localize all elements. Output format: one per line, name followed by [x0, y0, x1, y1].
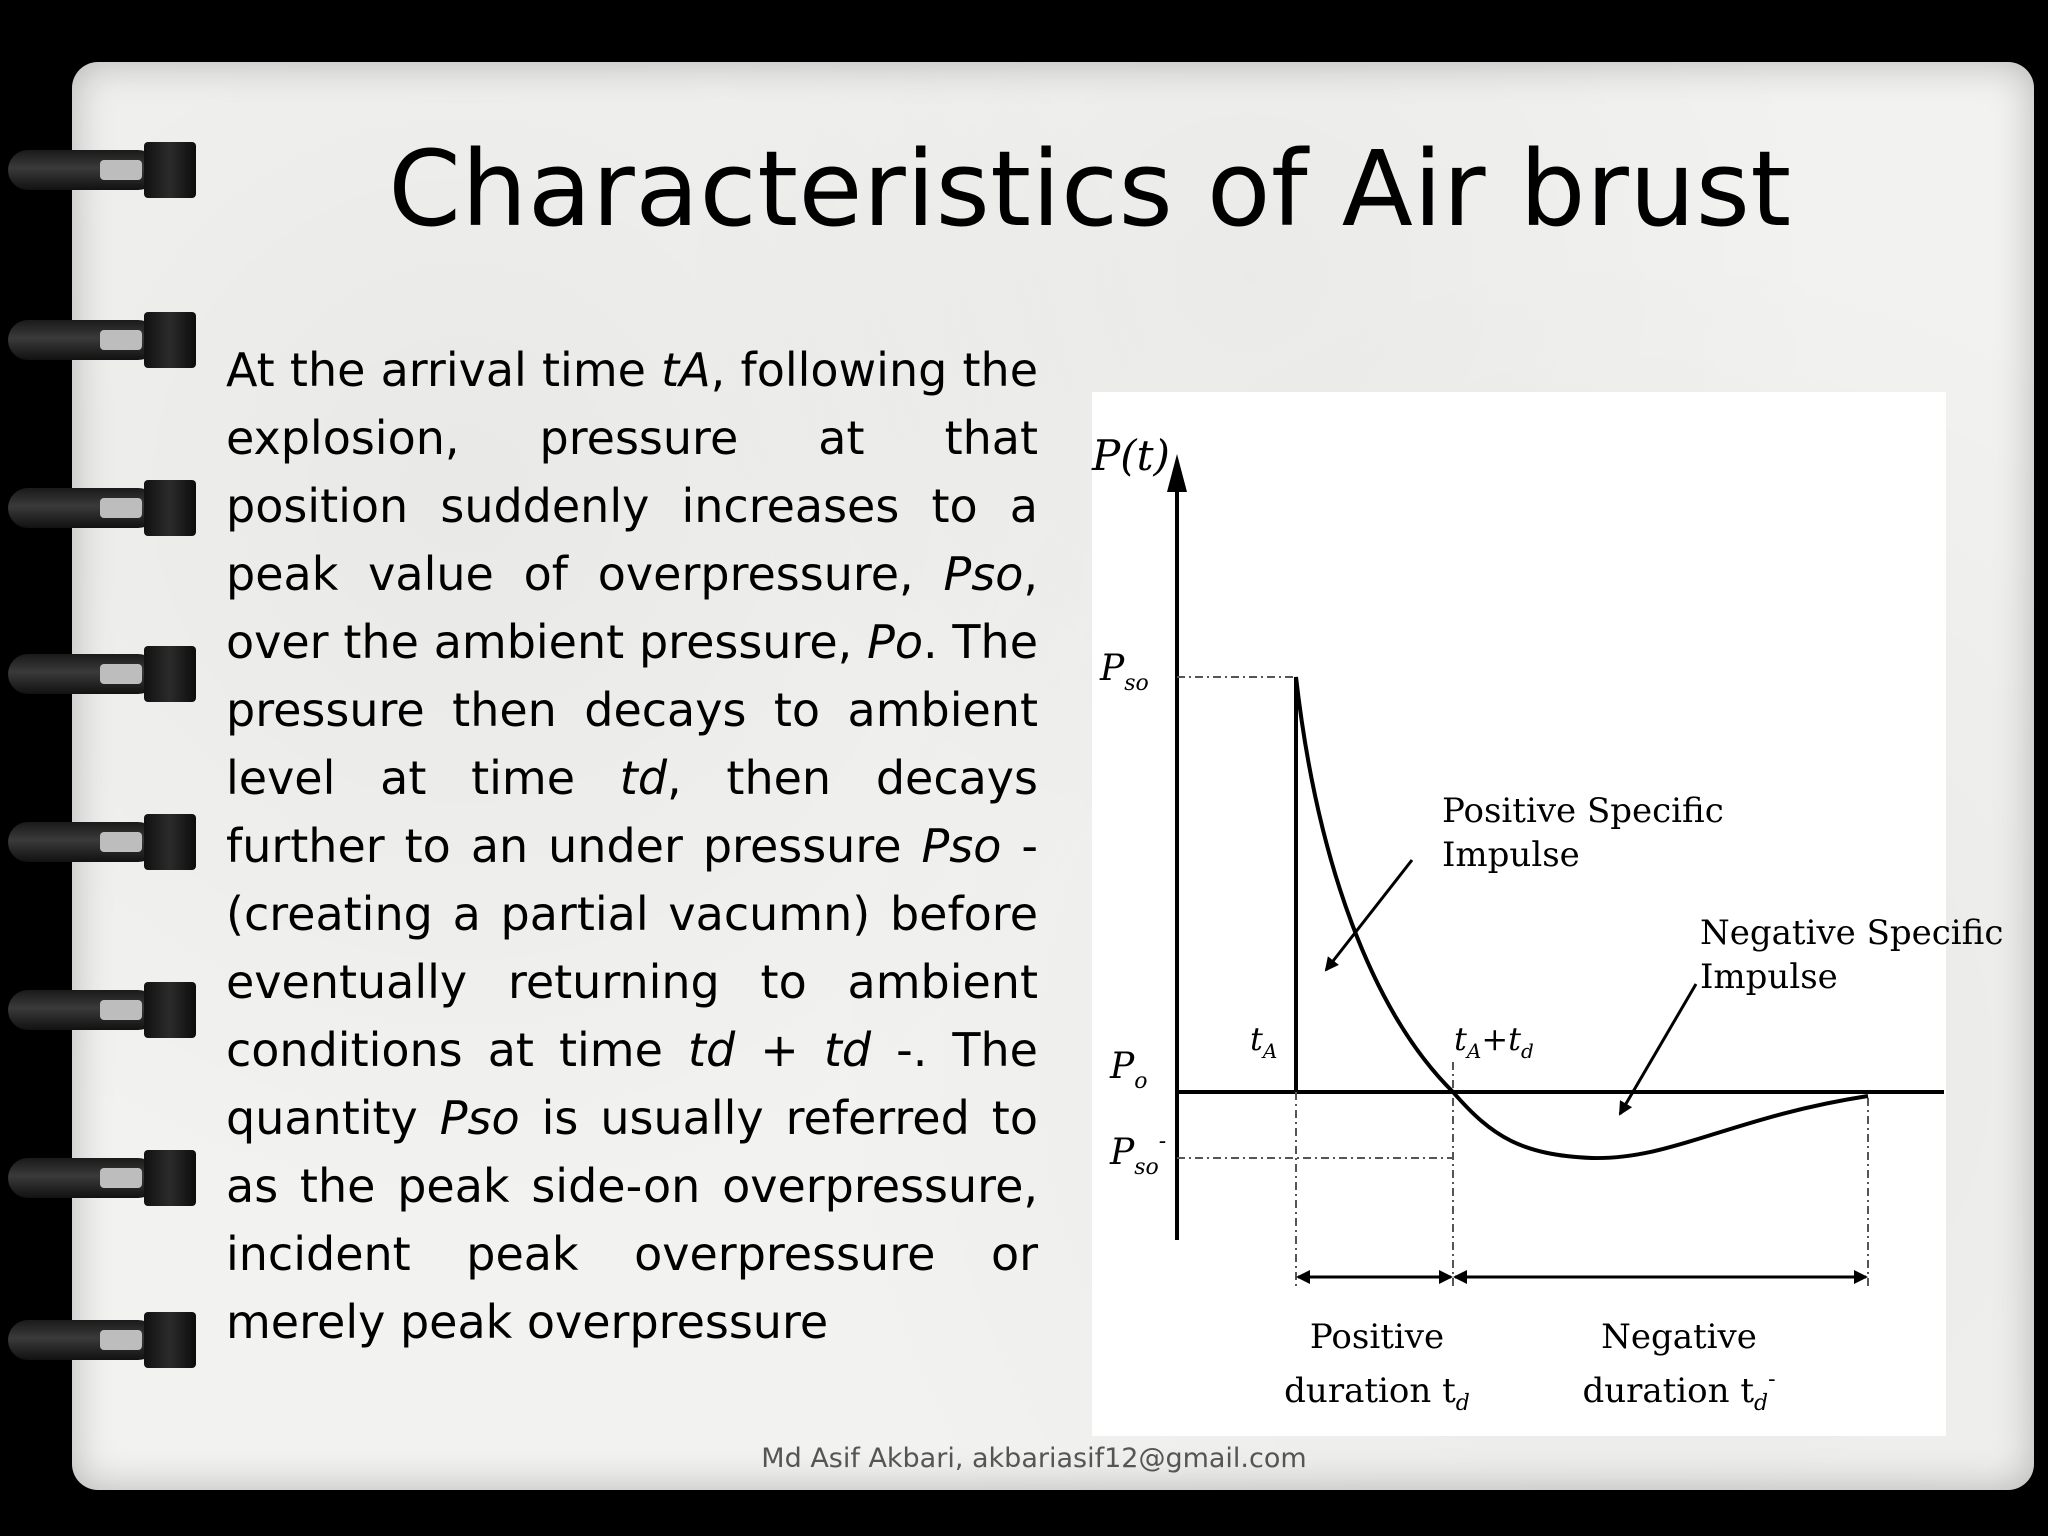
negative-impulse-label: Negative Specific Impulse: [1700, 913, 2004, 997]
pso-minus-label: $P_{so}^-$: [1110, 1129, 1167, 1180]
binder-ring-icon: [8, 1144, 190, 1216]
italic-term: td: [619, 751, 668, 805]
paragraph-text: -. The quantity: [226, 1023, 1038, 1145]
binder-ring-icon: [8, 640, 190, 712]
body-paragraph: [226, 336, 1038, 1356]
ta-label: $t_A$: [1250, 1020, 1278, 1063]
po-label: $P_o$: [1110, 1046, 1148, 1094]
positive-impulse-label: Positive Specific Impulse: [1442, 791, 1724, 875]
negative-impulse-arrow: [1620, 984, 1696, 1114]
italic-term: Pso: [943, 547, 1024, 601]
y-axis-label: P(t): [1092, 431, 1170, 480]
binder-ring-icon: [8, 976, 190, 1048]
binder-ring-icon: [8, 136, 190, 208]
author-footer: Md Asif Akbari, akbariasif12@gmail.com: [761, 1443, 1307, 1474]
blast-pressure-diagram: [1092, 392, 2004, 1436]
paragraph-text: At the arrival time: [226, 343, 662, 397]
italic-term: td: [823, 1023, 872, 1077]
paragraph-text: , following the explosion, pressure at that position suddenly increases to a peak value of overpressure,: [226, 343, 1039, 601]
paragraph-text: , then decays further to an under pressure: [226, 751, 1038, 873]
ta-plus-td-label: $t_A+t_d$: [1454, 1020, 1534, 1063]
binder-ring-icon: [8, 306, 190, 378]
positive-impulse-arrow: [1326, 860, 1412, 970]
italic-term: td: [687, 1023, 736, 1077]
pso-label: $P_{so}$: [1100, 648, 1149, 696]
slide-title: Characteristics of Air brust: [388, 128, 1792, 250]
italic-term: Po: [867, 615, 923, 669]
italic-term: tA: [661, 343, 711, 397]
paragraph-text: . The pressure then decays to ambient level at time: [226, 615, 1038, 805]
binder-ring-icon: [8, 474, 190, 546]
negative-duration-label: Negative duration $t_d^-$: [1582, 1317, 1776, 1416]
paragraph-text: is usually referred to as the peak side-on overpressure, incident peak overpressure or merely peak overpressure: [226, 1091, 1038, 1349]
paragraph-text: - (creating a partial vacumn) before eventually returning to ambient conditions at time: [226, 819, 1038, 1077]
binder-ring-icon: [8, 1306, 190, 1378]
pressure-time-plot: [1092, 392, 2004, 1436]
italic-term: Pso: [921, 819, 1002, 873]
paragraph-text: , over the ambient pressure,: [226, 547, 1038, 669]
binder-ring-icon: [8, 808, 190, 880]
paragraph-text: +: [735, 1023, 824, 1077]
italic-term: Pso: [439, 1091, 520, 1145]
positive-duration-label: Positive duration $t_d$: [1284, 1317, 1470, 1416]
y-axis-arrow-icon: [1167, 454, 1187, 492]
